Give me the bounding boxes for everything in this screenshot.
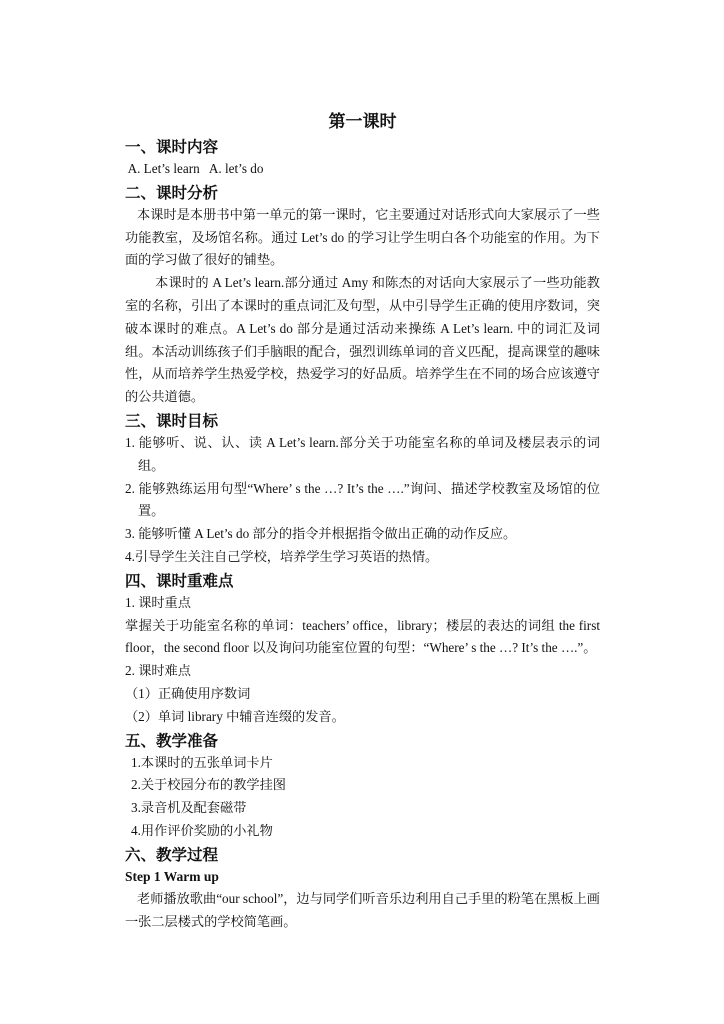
section-heading-analysis: 二、课时分析 bbox=[125, 183, 219, 202]
process-paragraph: 老师播放歌曲“our school”，边与同学们听音乐边利用自己手里的粉笔在黑板上画一张二层楼式的学校简笔画。 bbox=[125, 890, 600, 929]
key-points-subheading: 1. 课时重点 bbox=[125, 594, 191, 610]
section-heading-content: 一、课时内容 bbox=[125, 138, 219, 156]
objective-item: 2. 能够熟练运用句型“Where’ s the …? It’s the ….”询问、描述学校教室及场馆的位置。 bbox=[125, 480, 600, 519]
difficulty-item: （1）正确使用序数词 bbox=[125, 685, 251, 701]
preparation-item: 3.录音机及配套磁带 bbox=[131, 800, 247, 816]
preparation-item: 4.用作评价奖励的小礼物 bbox=[131, 822, 273, 838]
document-content bbox=[125, 110, 600, 933]
analysis-paragraph-1: 本课时是本册书中第一单元的第一课时，它主要通过对话形式向大家展示了一些功能教室，及场馆名称。通过 Let’s do 的学习让学生明白各个功能室的作用。为下面的学习做了很好的铺垫。 bbox=[125, 206, 600, 268]
objective-item: 3. 能够听懂 A Let’s do 部分的指令并根据指令做出正确的动作反应。 bbox=[125, 526, 517, 542]
section-heading-preparation: 五、教学准备 bbox=[125, 731, 219, 750]
key-points-body: 掌握关于功能室名称的单词：teachers’ office，library；楼层的表达的词组 the first floor，the second floor 以及询问功能室位置的句型：“Where’ s the …? It’s the ….”。 bbox=[125, 617, 600, 656]
difficulties-subheading: 2. 课时难点 bbox=[125, 663, 191, 679]
objective-item: 4.引导学生关注自己学校，培养学生学习英语的热情。 bbox=[125, 548, 439, 564]
analysis-paragraph-2: 本课时的 A Let’s learn.部分通过 Amy 和陈杰的对话向大家展示了一些功能教室的名称，引出了本课时的重点词汇及句型，从中引导学生正确的使用序数词，突破本课时的难点。A Let’s do 部分是通过活动来操练 A Let’s learn. 中的词汇及词组。本活动训练孩子们手脑眼的配合，强烈训练单词的音义匹配，提高课堂的趣味性，从而培养学生热爱学校，热爱学习的好品质。培养学生在不同的场合应该遵守的公共道德。 bbox=[125, 275, 600, 405]
lesson-content-line: A. Let’s learn A. let’s do bbox=[125, 161, 264, 176]
document-title: 第一课时 bbox=[328, 112, 397, 132]
step-heading: Step 1 Warm up bbox=[125, 868, 219, 884]
section-heading-key-points: 四、课时重难点 bbox=[125, 571, 234, 590]
preparation-item: 2.关于校园分布的教学挂图 bbox=[131, 777, 286, 793]
preparation-item: 1.本课时的五张单词卡片 bbox=[131, 754, 273, 770]
objective-item: 1. 能够听、说、认、读 A Let’s learn.部分关于功能室名称的单词及楼层表示的词组。 bbox=[125, 434, 600, 473]
section-heading-process: 六、教学过程 bbox=[125, 845, 219, 864]
section-heading-objectives: 三、课时目标 bbox=[125, 411, 219, 430]
difficulty-item: （2）单词 library 中辅音连缀的发音。 bbox=[125, 708, 345, 724]
